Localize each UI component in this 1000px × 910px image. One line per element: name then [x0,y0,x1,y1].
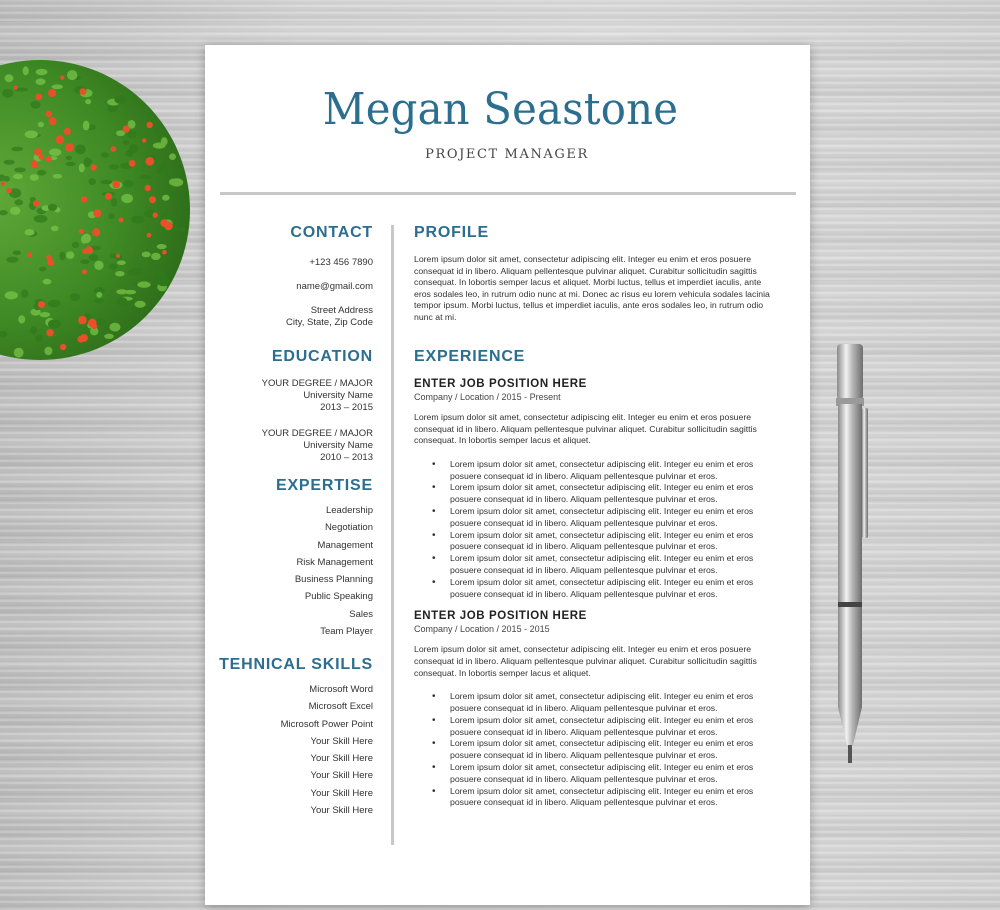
skills-section [219,656,373,822]
job-bullets [414,459,776,601]
contact-city: City, State, Zip Code [286,317,373,328]
education-section [262,348,373,464]
bullet-text: Lorem ipsum dolor sit amet, consectetur adipiscing elit. Integer eu enim et eros posuere consequat id in libero. Aliquam pellentesque pulvinar et eros. [450,738,754,761]
expertise-item: Risk Management [296,556,373,568]
skills-heading: TEHNICAL SKILLS [219,656,373,673]
bullet-dot-icon: • [432,458,436,470]
education-degree: YOUR DEGREE / MAJOR [261,378,373,389]
job-position: ENTER JOB POSITION HERE [414,610,587,623]
contact-street: Street Address [310,305,373,316]
bullet-dot-icon: • [432,738,436,750]
expertise-item: Sales [349,608,373,620]
job-bullets [414,691,776,809]
plant-image [0,0,200,420]
experience-section [414,348,776,809]
education-entry [262,378,373,414]
profile-section [414,224,776,324]
skill-item: Your Skill Here [310,770,373,782]
skill-item: Your Skill Here [310,787,373,799]
job-bullet [414,715,776,739]
header-divider [220,192,796,195]
contact-heading: CONTACT [290,224,373,241]
bullet-text: Lorem ipsum dolor sit amet, consectetur adipiscing elit. Integer eu enim et eros posuere consequat id in libero. Aliquam pellentesque pulvinar et eros. [450,505,754,528]
job-meta: Company / Location / 2015 - Present [414,392,561,402]
skill-item: Microsoft Power Point [280,718,373,730]
contact-email: name@gmail.com [296,281,373,292]
education-heading: EDUCATION [271,348,373,365]
bullet-dot-icon: • [432,761,436,773]
bullet-dot-icon: • [432,714,436,726]
job-meta: Company / Location / 2015 - 2015 [414,624,550,635]
job-bullet [414,691,776,715]
job-bullet [414,530,776,554]
expertise-item: Management [317,539,373,551]
bullet-text: Lorem ipsum dolor sit amet, consectetur adipiscing elit. Integer eu enim et eros posuere consequat id in libero. Aliquam pellentesque pulvinar et eros. [450,691,754,713]
bullet-text: Lorem ipsum dolor sit amet, consectetur adipiscing elit. Integer eu enim et eros posuere consequat id in libero. Aliquam pellentesque pulvinar et eros. [450,785,754,808]
job-bullet [414,786,776,810]
skills-list [219,684,373,822]
skill-item: Your Skill Here [310,753,373,765]
bullet-dot-icon: • [432,482,436,494]
expertise-item: Leadership [325,505,373,516]
job-summary: Lorem ipsum dolor sit amet, consectetur adipiscing elit. Integer eu enim et eros posuere consequat id in libero. Aliquam pellentesque pulvinar aliquet. Curabitur sollicitudin sagittis consequat. In lobortis semper lacus et aliquet. [414,412,757,446]
bullet-text: Lorem ipsum dolor sit amet, consectetur adipiscing elit. Integer eu enim et eros posuere consequat id in libero. Aliquam pellentesque pulvinar et eros. [450,529,754,552]
job-bullet [414,459,776,483]
job-bullet [414,762,776,786]
bullet-dot-icon: • [432,553,436,565]
expertise-heading: EXPERTISE [275,477,373,494]
education-years: 2010 – 2013 [320,452,373,463]
job-bullet [414,553,776,577]
job-position: ENTER JOB POSITION HERE [414,378,587,390]
skill-item: Microsoft Excel [308,701,373,713]
education-school: University Name [303,390,373,401]
resume-job-title: PROJECT MANAGER [425,147,589,162]
profile-heading: PROFILE [414,224,489,241]
education-school: University Name [303,440,373,451]
resume-name: Megan Seastone [322,84,679,135]
bullet-dot-icon: • [432,785,436,797]
expertise-section [276,477,373,643]
pen-image [820,340,880,770]
education-entry [262,428,373,464]
expertise-item: Public Speaking [304,591,373,603]
bullet-text: Lorem ipsum dolor sit amet, consectetur adipiscing elit. Integer eu enim et eros posuere consequat id in libero. Aliquam pellentesque pulvinar et eros. [450,482,754,505]
bullet-text: Lorem ipsum dolor sit amet, consectetur adipiscing elit. Integer eu enim et eros posuere consequat id in libero. Aliquam pellentesque pulvinar et eros. [450,553,754,575]
column-divider [391,225,394,845]
contact-phone: +123 456 7890 [309,257,373,268]
education-years: 2013 – 2015 [320,402,373,413]
expertise-item: Team Player [320,626,373,638]
skill-item: Microsoft Word [309,684,373,695]
job-entry [414,378,776,600]
bullet-text: Lorem ipsum dolor sit amet, consectetur adipiscing elit. Integer eu enim et eros posuere consequat id in libero. Aliquam pellentesque pulvinar et eros. [450,458,754,481]
expertise-list [276,505,373,643]
job-summary: Lorem ipsum dolor sit amet, consectetur adipiscing elit. Integer eu enim et eros posuere consequat id in libero. Aliquam pellentesque pulvinar aliquet. Curabitur sollicitudin sagittis consequat. In lobortis semper lacus et aliquet. [414,644,757,678]
expertise-item: Negotiation [324,522,373,534]
bullet-text: Lorem ipsum dolor sit amet, consectetur adipiscing elit. Integer eu enim et eros posuere consequat id in libero. Aliquam pellentesque pulvinar et eros. [450,576,754,599]
skill-item: Your Skill Here [310,735,373,747]
bullet-text: Lorem ipsum dolor sit amet, consectetur adipiscing elit. Integer eu enim et eros posuere consequat id in libero. Aliquam pellentesque pulvinar et eros. [450,714,754,737]
profile-text: Lorem ipsum dolor sit amet, consectetur adipiscing elit. Integer eu enim et eros posuere consequat id in libero. Aliquam pellentesque pulvinar aliquet. Curabitur sollicitudin sagittis consequat. In lobortis semper lacus et aliquet. Morbi luctus, tellus et imperdiet iaculis, ante eros sodales leo, in rutrum odio nunc at mi. Donec ac risus eu lorem vehicula sodales lacinia tempor ipsum. Morbi luctus, tellus et imperdiet iaculis, ante eros sodales leo, in rutrum odio nunc at mi. [414,254,770,322]
education-degree: YOUR DEGREE / MAJOR [261,428,373,439]
bullet-dot-icon: • [432,691,436,703]
contact-section [286,224,373,329]
job-bullet [414,738,776,762]
job-entry [414,610,776,809]
job-bullet [414,506,776,530]
expertise-item: Business Planning [294,574,373,586]
bullet-text: Lorem ipsum dolor sit amet, consectetur adipiscing elit. Integer eu enim et eros posuere consequat id in libero. Aliquam pellentesque pulvinar et eros. [450,761,754,784]
bullet-dot-icon: • [432,576,436,588]
job-bullet [414,482,776,506]
experience-heading: EXPERIENCE [414,348,526,365]
skill-item: Your Skill Here [310,805,373,817]
bullet-dot-icon: • [432,529,436,541]
job-bullet [414,577,776,601]
bullet-dot-icon: • [432,505,436,517]
